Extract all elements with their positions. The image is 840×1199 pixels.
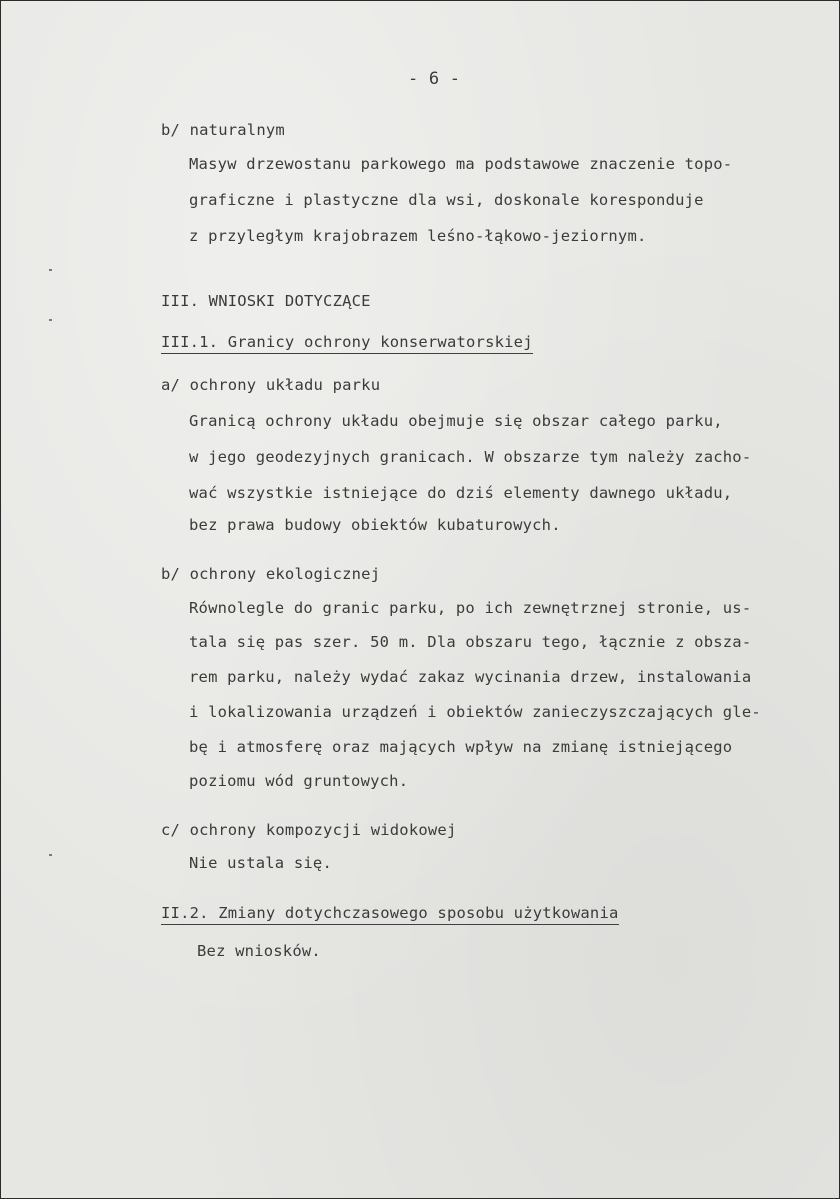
paragraph-line: z przyległym krajobrazem leśno-łąkowo-jeziornym.: [189, 227, 647, 245]
paragraph-line: w jego geodezyjnych granicach. W obszarze tym należy zacho-: [189, 448, 752, 466]
page-number: - 6 -: [408, 69, 461, 89]
paragraph-line: bez prawa budowy obiektów kubaturowych.: [189, 516, 561, 534]
section-iii-1-heading: III.1. Granicy ochrony konserwatorskiej: [161, 332, 533, 354]
paragraph-line: bę i atmosferę oraz mających wpływ na zmianę istniejącego: [189, 738, 733, 756]
section-b-natural-heading: b/ naturalnym: [161, 121, 285, 139]
scan-mark: [49, 854, 52, 856]
scan-mark: [49, 269, 52, 271]
scan-mark: [49, 319, 52, 321]
paragraph-line: tala się pas szer. 50 m. Dla obszaru tego, łącznie z obsza-: [189, 633, 752, 651]
item-c-heading: c/ ochrony kompozycji widokowej: [161, 821, 457, 839]
paragraph-line: i lokalizowania urządzeń i obiektów zanieczyszczających gle-: [189, 703, 761, 721]
section-ii-2-heading: II.2. Zmiany dotychczasowego sposobu użytkowania: [161, 903, 619, 925]
paragraph-line: poziomu wód gruntowych.: [189, 772, 409, 790]
paragraph-line: Bez wniosków.: [197, 942, 321, 960]
section-iii-heading: III. WNIOSKI DOTYCZĄCE: [161, 292, 371, 310]
item-b-heading: b/ ochrony ekologicznej: [161, 565, 381, 583]
paragraph-line: Granicą ochrony układu obejmuje się obszar całego parku,: [189, 412, 723, 430]
paragraph-line: Masyw drzewostanu parkowego ma podstawowe znaczenie topo-: [189, 155, 733, 173]
paragraph-line: Równolegle do granic parku, po ich zewnętrznej stronie, us-: [189, 599, 752, 617]
paragraph-line: Nie ustala się.: [189, 854, 332, 872]
paragraph-line: wać wszystkie istniejące do dziś elementy dawnego układu,: [189, 484, 733, 502]
paragraph-line: rem parku, należy wydać zakaz wycinania drzew, instalowania: [189, 668, 752, 686]
paragraph-line: graficzne i plastyczne dla wsi, doskonale koresponduje: [189, 191, 704, 209]
item-a-heading: a/ ochrony układu parku: [161, 376, 381, 394]
